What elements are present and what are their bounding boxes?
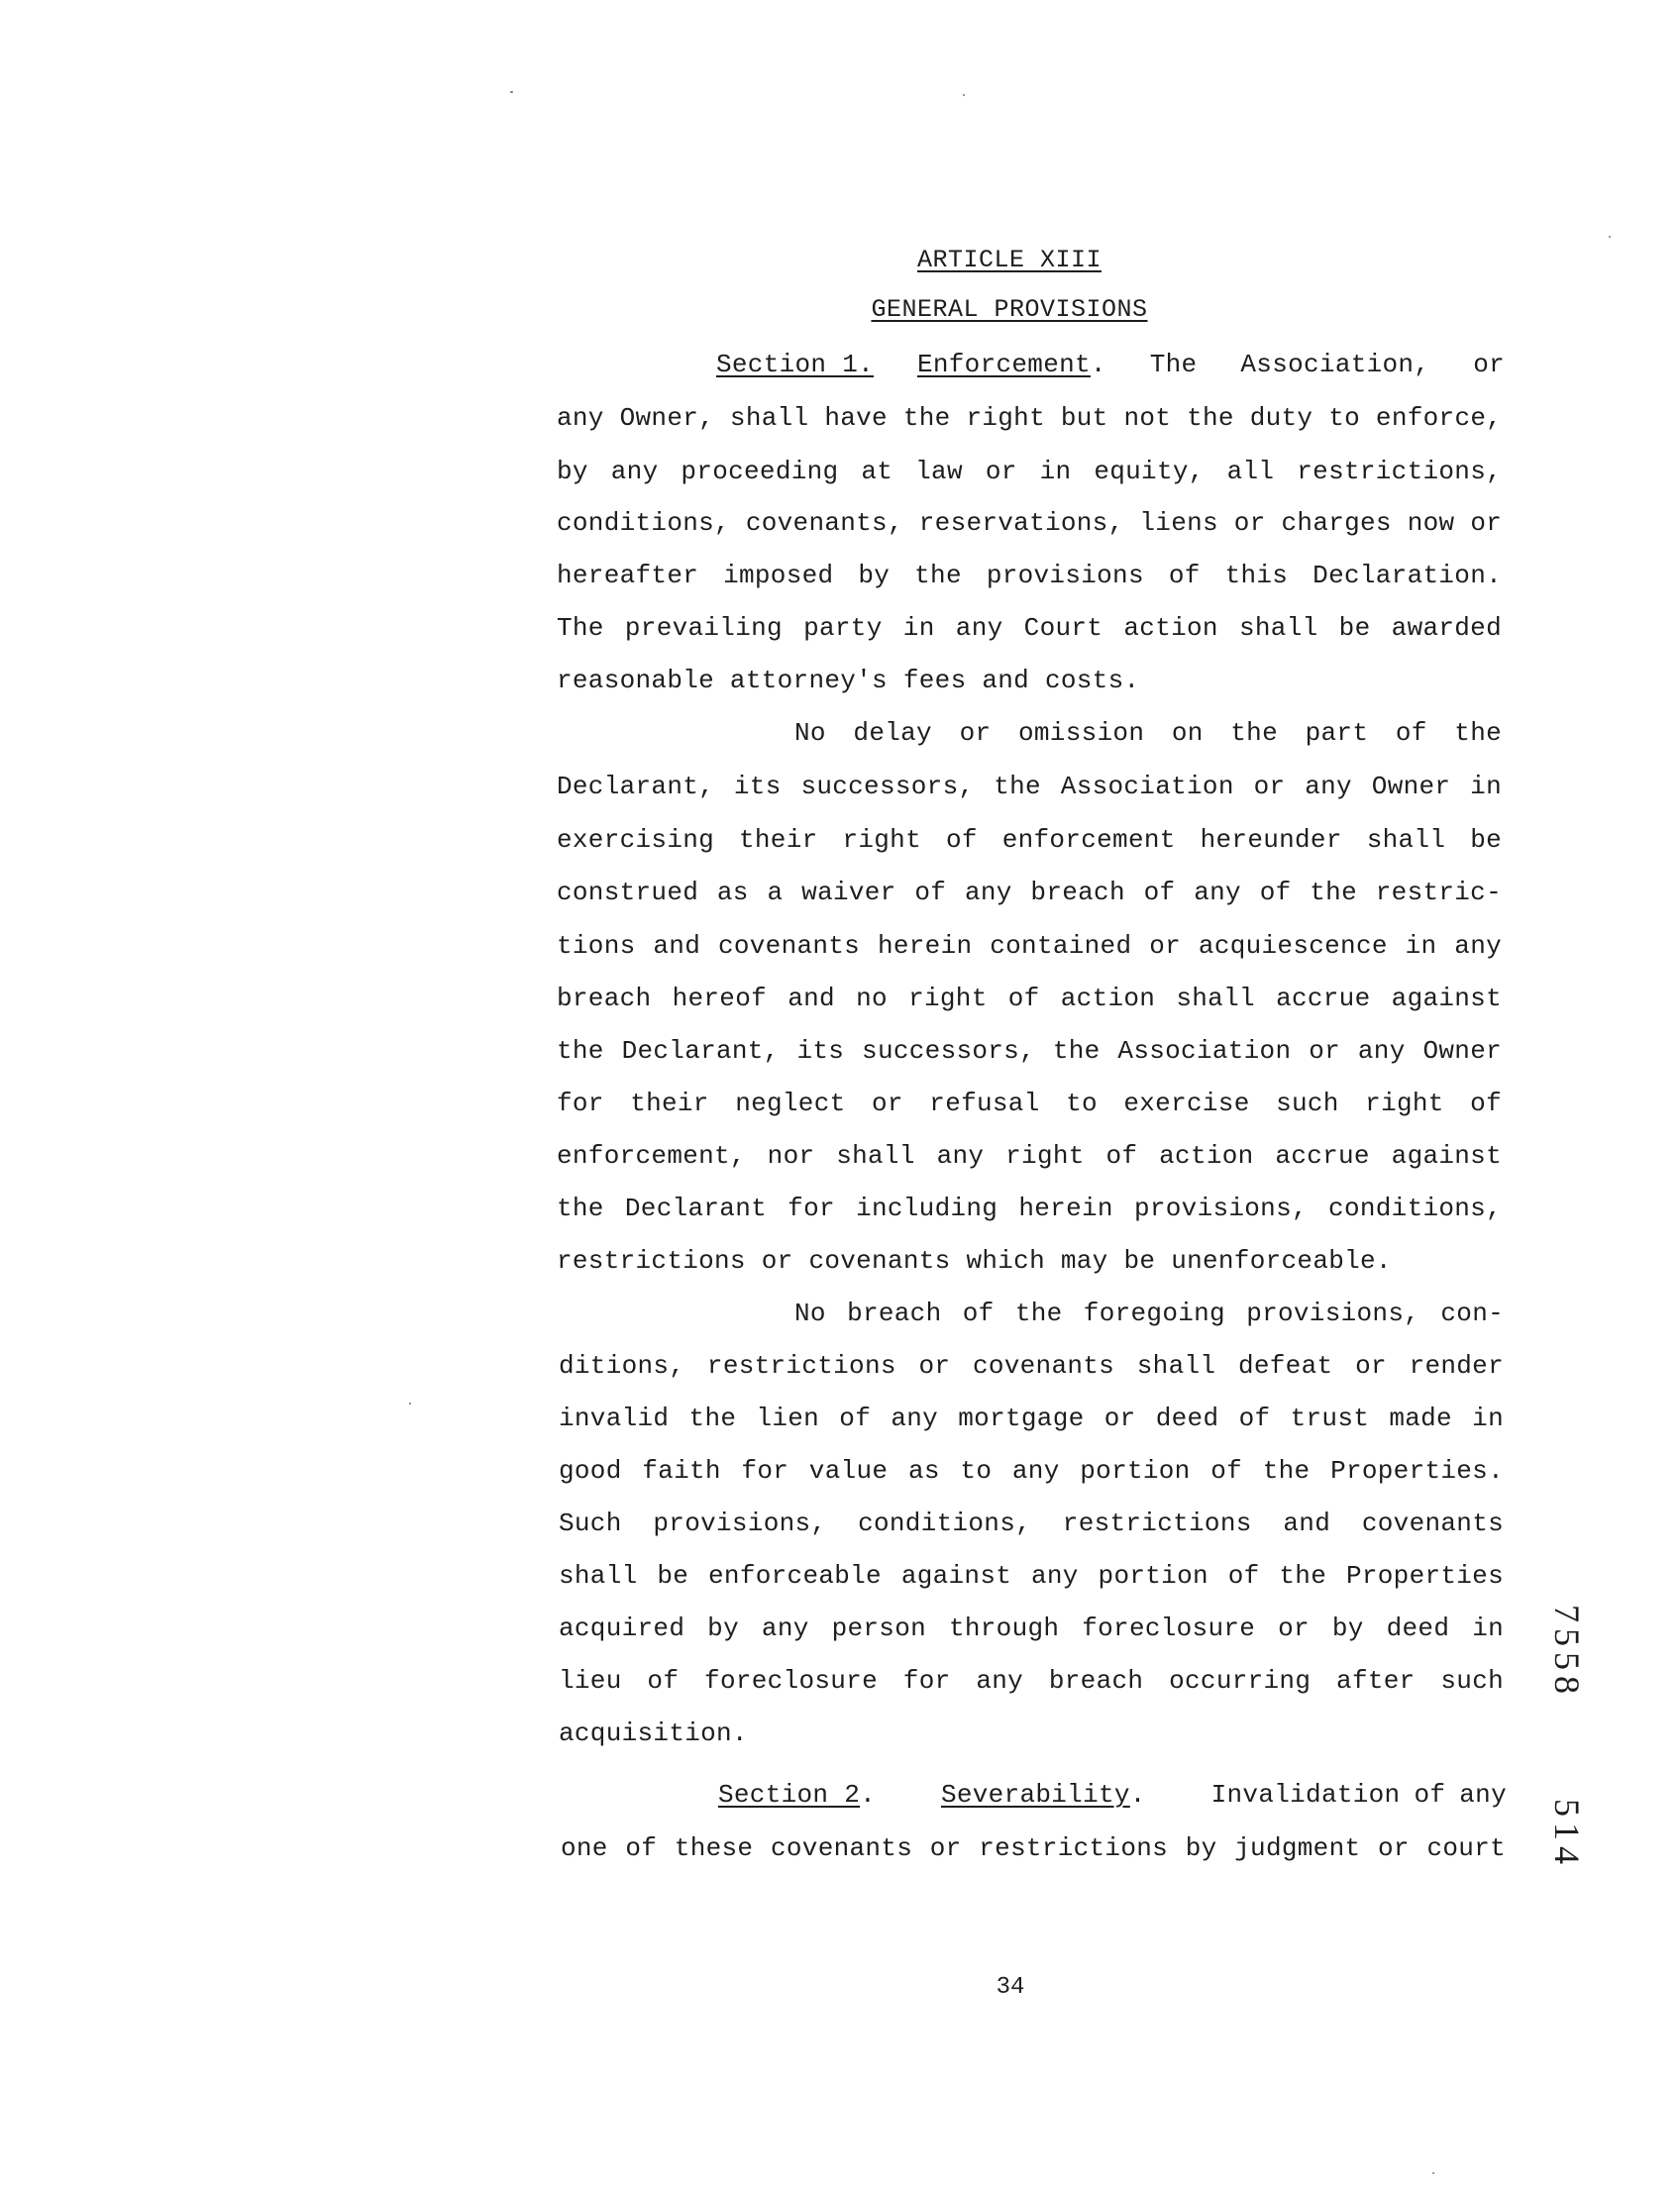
stamp-book-number: 7558 (1547, 1605, 1587, 1700)
paragraph-line: any Owner, shall have the right but not the duty to enforce, (557, 403, 1503, 433)
section-1-lead-word-1: The (1149, 350, 1198, 379)
paragraph-line: the Declarant, its successors, the Association or any Owner (557, 1036, 1502, 1066)
paragraph-line: ditions, restrictions or covenants shall defeat or render (559, 1351, 1504, 1381)
section-1-title: Enforcement. (916, 350, 1106, 379)
paragraph-first-line: No delay or omission on the part of the (794, 718, 1502, 748)
paragraph-line: lieu of foreclosure for any breach occurring after such (559, 1666, 1504, 1696)
section-2-title: Severability. (940, 1780, 1146, 1810)
section-1-lead-word-2: Association, (1240, 350, 1430, 379)
recording-stamp (1549, 1605, 1585, 1870)
scan-speck (409, 1403, 411, 1405)
paragraph-line: one of these covenants or restrictions by judgment or court (561, 1833, 1506, 1863)
paragraph-line: shall be enforceable against any portion of the Properties (559, 1561, 1504, 1591)
page-number: 34 (996, 1974, 1025, 2001)
paragraph-line: good faith for value as to any portion of the Properties. (559, 1456, 1504, 1486)
paragraph-line: acquired by any person through foreclosure or by deed in (559, 1614, 1504, 1643)
paragraph-line: conditions, covenants, reservations, liens or charges now or (557, 508, 1503, 538)
paragraph-line: Such provisions, conditions, restrictions and covenants (559, 1509, 1504, 1538)
paragraph-line: enforcement, nor shall any right of action accrue against (557, 1141, 1502, 1171)
paragraph-line: tions and covenants herein contained or acquiescence in any (557, 931, 1502, 961)
paragraph-line: reasonable attorney's fees and costs. (557, 666, 1140, 695)
paragraph-line: acquisition. (559, 1718, 748, 1748)
paragraph-line: exercising their right of enforcement hereunder shall be (557, 825, 1502, 855)
paragraph-first-line: No breach of the foregoing provisions, con- (794, 1299, 1504, 1328)
paragraph-line: Declarant, its successors, the Association or any Owner in (557, 772, 1502, 801)
paragraph-line: for their neglect or refusal to exercise such right of (557, 1089, 1502, 1118)
paragraph-line: hereafter imposed by the provisions of this Declaration. (557, 561, 1502, 590)
article-title: ARTICLE XIII (916, 246, 1102, 274)
section-2-heading-line (718, 1780, 1507, 1810)
scan-speck (1432, 2172, 1434, 2174)
section-1-heading-line (716, 350, 1505, 379)
scan-speck (1609, 236, 1611, 238)
paragraph-line: restrictions or covenants which may be unenforceable. (557, 1246, 1392, 1276)
section-2-label: Section 2. (718, 1780, 877, 1810)
section-1-label: Section 1. (716, 350, 875, 379)
paragraph-line: the Declarant for including herein provisions, conditions, (557, 1194, 1502, 1223)
scan-speck (963, 94, 965, 96)
paragraph-line: breach hereof and no right of action shall accrue against (557, 984, 1502, 1013)
section-1-lead-word-3: or (1473, 350, 1505, 379)
paragraph-line: by any proceeding at law or in equity, all restrictions, (557, 457, 1502, 486)
paragraph-line: invalid the lien of any mortgage or deed of trust made in (559, 1404, 1504, 1433)
paragraph-line: construed as a waiver of any breach of any of the restric- (557, 878, 1502, 907)
paragraph-line: The prevailing party in any Court action shall be awarded (557, 613, 1502, 643)
scan-speck (510, 91, 513, 93)
article-subtitle: GENERAL PROVISIONS (871, 295, 1148, 324)
stamp-page-number: 514 (1547, 1799, 1587, 1870)
section-2-lead-words: Invalidation of any (1210, 1780, 1507, 1810)
